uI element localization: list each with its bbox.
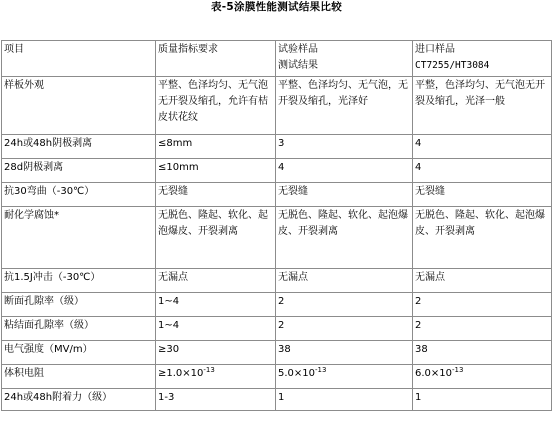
cell-requirement: 1~4	[156, 317, 276, 341]
cell-item: 28d阴极剥离	[2, 159, 156, 183]
cell-item: 样板外观	[2, 77, 156, 135]
cell-requirement: ≤10mm	[156, 159, 276, 183]
table-header-row	[2, 41, 552, 77]
cell-item: 电气强度（MV/m）	[2, 341, 156, 365]
import-mantissa: 6.0×10	[415, 368, 453, 379]
cell-item: 抗30弯曲（-30℃）	[2, 183, 156, 207]
cell-test: 3	[276, 135, 413, 159]
header-import-sample	[413, 41, 552, 77]
req-mantissa: ≥1.0×10	[158, 368, 204, 379]
cell-import: 4	[413, 135, 552, 159]
table-row	[2, 183, 552, 207]
header-requirement-label: 质量指标要求	[158, 44, 218, 55]
header-test-sample-label: 试验样品	[278, 44, 318, 55]
table-row	[2, 159, 552, 183]
cell-test: 2	[276, 317, 413, 341]
cell-requirement: 无裂缝	[156, 183, 276, 207]
cell-test: 2	[276, 293, 413, 317]
cell-import: 38	[413, 341, 552, 365]
cell-import: 无漏点	[413, 269, 552, 293]
cell-test: 38	[276, 341, 413, 365]
header-test-sample	[276, 41, 413, 77]
table-title: 表-5涂膜性能测试结果比较	[210, 1, 343, 13]
cell-requirement	[156, 365, 276, 389]
test-mantissa: 5.0×10	[278, 368, 316, 379]
table-row	[2, 317, 552, 341]
cell-requirement: 无脱色、隆起、软化、起泡爆皮、开裂剥离	[156, 207, 276, 269]
cell-import: 无裂缝	[413, 183, 552, 207]
cell-requirement: ≤8mm	[156, 135, 276, 159]
test-exponent: -13	[315, 366, 327, 374]
header-import-sample-label: 进口样品	[415, 44, 455, 55]
header-test-result-label: 测试结果	[278, 60, 318, 71]
cell-test: 无脱色、隆起、软化、起泡爆皮、开裂剥离	[276, 207, 413, 269]
header-requirement	[156, 41, 276, 77]
cell-test: 1	[276, 389, 413, 411]
cell-item: 耐化学腐蚀*	[2, 207, 156, 269]
comparison-table	[1, 40, 552, 411]
cell-import: 平整，色泽均匀、无气泡无开裂及缩孔，光泽一般	[413, 77, 552, 135]
cell-requirement: 1-3	[156, 389, 276, 411]
cell-test	[276, 365, 413, 389]
import-exponent: -13	[452, 366, 464, 374]
cell-requirement: 平整、色泽均匀、无气泡无开裂及缩孔，允许有桔皮状花纹	[156, 77, 276, 135]
cell-requirement: ≥30	[156, 341, 276, 365]
cell-import: 2	[413, 293, 552, 317]
cell-item: 体积电阻	[2, 365, 156, 389]
table-row	[2, 77, 552, 135]
table-row	[2, 269, 552, 293]
cell-import: 4	[413, 159, 552, 183]
cell-test: 4	[276, 159, 413, 183]
cell-test: 平整、色泽均匀、无气泡，无开裂及缩孔，光泽好	[276, 77, 413, 135]
req-exponent: -13	[203, 366, 215, 374]
table-row	[2, 135, 552, 159]
cell-import: 2	[413, 317, 552, 341]
cell-import: 1	[413, 389, 552, 411]
table-row	[2, 341, 552, 365]
cell-test: 无裂缝	[276, 183, 413, 207]
cell-requirement: 无漏点	[156, 269, 276, 293]
table-row	[2, 365, 552, 389]
table-row	[2, 207, 552, 269]
cell-item: 抗1.5J冲击（-30℃）	[2, 269, 156, 293]
cell-import: 无脱色、隆起、软化、起泡爆皮、开裂剥离	[413, 207, 552, 269]
table-row	[2, 293, 552, 317]
cell-item: 24h或48h附着力（级）	[2, 389, 156, 411]
header-item	[2, 41, 156, 77]
cell-item: 粘结面孔隙率（级）	[2, 317, 156, 341]
header-item-label: 项目	[4, 44, 24, 55]
header-import-model-label: CT7255/HT3084	[415, 60, 490, 71]
cell-test: 无漏点	[276, 269, 413, 293]
cell-requirement: 1~4	[156, 293, 276, 317]
table-row	[2, 389, 552, 411]
cell-import	[413, 365, 552, 389]
cell-item: 24h或48h阴极剥离	[2, 135, 156, 159]
cell-item: 断面孔隙率（级）	[2, 293, 156, 317]
